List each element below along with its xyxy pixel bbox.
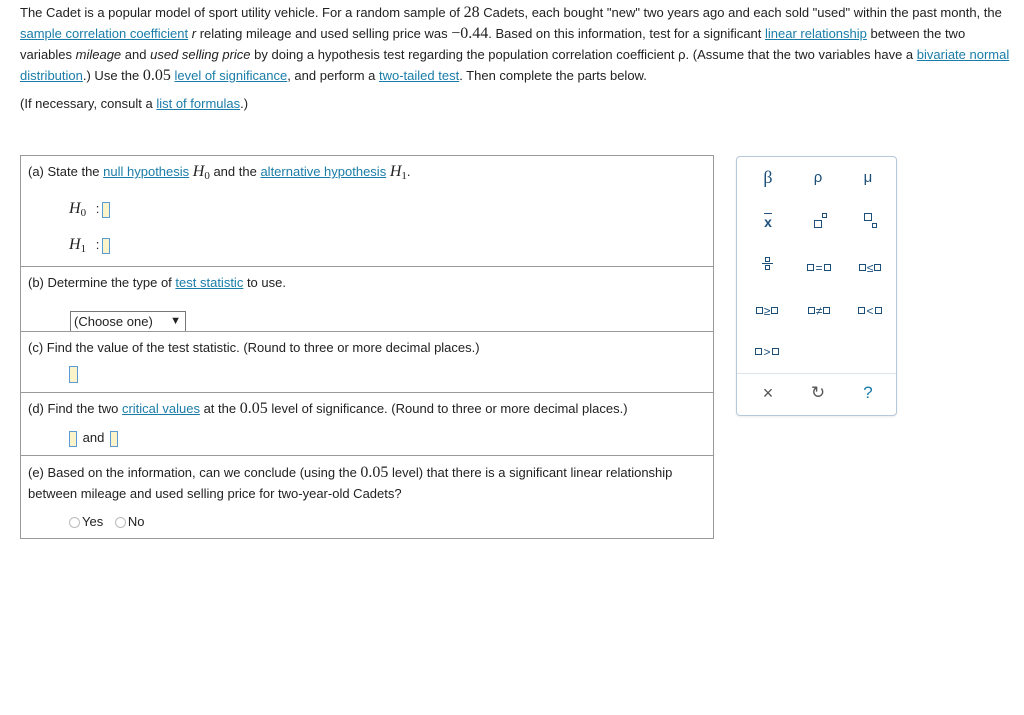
part-e <box>21 455 713 540</box>
intro-text-3: relating mileage and used selling price was <box>196 26 452 41</box>
part-d-label <box>28 400 628 418</box>
greater-equal-button[interactable] <box>747 302 787 318</box>
link-level-of-significance[interactable]: level of significance <box>174 68 288 83</box>
intro-text-11: . Then complete the parts below. <box>459 68 647 83</box>
critical-value-1-input[interactable] <box>69 431 77 447</box>
intro-text-10: , and perform a <box>287 68 379 83</box>
yes-radio[interactable] <box>69 517 80 528</box>
palette-divider <box>737 373 896 374</box>
undo-button[interactable]: ↻ <box>810 383 826 402</box>
part-d-alpha: 0.05 <box>239 400 268 417</box>
h0-letter: H <box>192 163 205 180</box>
part-b <box>21 266 713 331</box>
part-c-label: (c) Find the value of the test statistic. (Round to three or more decimal places.) <box>28 340 480 355</box>
part-d-post: level of significance. (Round to three or more decimal places.) <box>267 401 628 416</box>
link-critical-values[interactable]: critical values <box>121 401 200 416</box>
link-test-statistic[interactable]: test statistic <box>175 275 244 290</box>
intro-text-1: The Cadet is a popular model of sport utility vehicle. For a random sample of <box>20 5 464 20</box>
consult-line <box>20 93 1016 114</box>
superscript-exp-icon <box>822 213 827 218</box>
link-sample-correlation-coefficient[interactable]: sample correlation coefficient <box>20 26 189 41</box>
h0-input[interactable] <box>102 202 110 218</box>
rho-button[interactable]: ρ <box>813 169 823 186</box>
h0-symbol <box>193 163 210 180</box>
x-bar-button[interactable]: $\overline{x}$ <box>764 214 772 230</box>
h1-input[interactable] <box>102 238 110 254</box>
equals-button[interactable] <box>799 259 839 275</box>
link-null-hypothesis[interactable]: null hypothesis <box>103 164 190 179</box>
link-two-tailed-test[interactable]: two-tailed test <box>378 68 460 83</box>
part-a-pre: (a) State the <box>28 164 104 179</box>
gt-right-box-icon <box>772 348 779 355</box>
critical-values-row <box>69 430 118 447</box>
var-mileage: mileage <box>75 47 122 62</box>
part-c-answer <box>69 366 78 383</box>
h0-row-symbol <box>69 200 86 217</box>
sample-size: 28 <box>463 4 480 21</box>
part-e-label <box>28 462 698 504</box>
h1-colon: : <box>95 237 100 252</box>
ne-left-box-icon <box>808 307 815 314</box>
mu-button[interactable]: μ <box>863 169 873 186</box>
subscript-index-icon <box>872 223 877 228</box>
h0-row-subscript: 0 <box>80 207 87 219</box>
lt-sign: < <box>866 303 874 318</box>
equals-right-box-icon <box>824 264 831 271</box>
superscript-button[interactable] <box>807 213 833 233</box>
part-a-post: . <box>406 164 411 179</box>
intro-text-8: .) Use the <box>82 68 143 83</box>
help-button[interactable]: ? <box>863 383 873 402</box>
lt-right-box-icon <box>875 307 882 314</box>
fraction-button[interactable] <box>759 255 775 281</box>
no-label: No <box>127 514 145 529</box>
lt-left-box-icon <box>858 307 865 314</box>
gt-left-box-icon <box>755 348 762 355</box>
h1-row-letter: H <box>69 236 81 253</box>
ge-left-box-icon <box>756 307 763 314</box>
le-left-box-icon <box>859 264 866 271</box>
consult-post: .) <box>240 96 249 111</box>
ne-sign: ≠ <box>815 303 823 318</box>
h1-subscript: 1 <box>401 170 407 182</box>
equals-sign: = <box>815 260 823 275</box>
h1-row-subscript: 1 <box>80 243 87 255</box>
ge-right-box-icon <box>771 307 778 314</box>
part-d-mid: at the <box>199 401 240 416</box>
var-used-selling-price: used selling price <box>150 47 251 62</box>
clear-button[interactable]: × <box>762 383 774 403</box>
problem-statement <box>20 2 1016 114</box>
link-linear-relationship[interactable]: linear relationship <box>764 26 867 41</box>
h0-row <box>69 200 110 219</box>
less-equal-button[interactable] <box>850 259 890 275</box>
part-d-pre: (d) Find the two <box>28 401 122 416</box>
yes-label: Yes <box>82 514 104 529</box>
h0-subscript: 0 <box>204 170 210 182</box>
h1-letter: H <box>389 163 402 180</box>
subscript-base-icon <box>864 213 872 221</box>
part-b-pre: (b) Determine the type of <box>28 275 176 290</box>
test-statistic-input[interactable] <box>69 366 78 383</box>
problem-text <box>20 2 1016 86</box>
le-right-box-icon <box>874 264 881 271</box>
and-text: and <box>82 430 105 445</box>
le-sign: ≤ <box>866 260 874 275</box>
h0-row-letter: H <box>69 200 81 217</box>
intro-text-6: and <box>121 47 151 62</box>
greater-than-button[interactable] <box>747 343 787 359</box>
intro-text-7: by doing a hypothesis test regarding the population correlation coefficient ρ. (Assume that the two variables have a <box>250 47 917 62</box>
symbol-palette <box>736 156 897 416</box>
fraction-bar-icon <box>762 263 773 264</box>
part-c <box>21 331 713 392</box>
subscript-button[interactable] <box>857 213 883 233</box>
yes-no-options <box>69 514 144 529</box>
part-e-alpha: 0.05 <box>360 464 389 481</box>
ge-sign: ≥ <box>763 303 771 318</box>
intro-text-5: between the two variables <box>20 26 966 62</box>
ne-right-box-icon <box>823 307 830 314</box>
intro-text-4: . Based on this information, test for a significant <box>488 26 765 41</box>
part-b-label <box>28 275 286 290</box>
part-e-post: level) that there is a significant linear relationship between mileage and used selling price for two-year-old Cadets? <box>28 465 673 501</box>
superscript-base-icon <box>814 220 822 228</box>
select-value: (Choose one) <box>74 314 153 329</box>
var-r: r <box>191 26 197 41</box>
link-list-of-formulas[interactable]: list of formulas <box>156 96 241 111</box>
part-a <box>21 156 713 266</box>
alpha-value: 0.05 <box>142 67 171 84</box>
question-box <box>20 155 714 539</box>
consult-pre: (If necessary, consult a <box>20 96 157 111</box>
part-a-mid: and the <box>209 164 261 179</box>
beta-button[interactable]: β <box>763 167 773 187</box>
fraction-denominator-icon <box>765 265 770 270</box>
fraction-numerator-icon <box>765 257 770 262</box>
part-b-post: to use. <box>243 275 286 290</box>
part-a-label <box>28 163 411 182</box>
link-alternative-hypothesis[interactable]: alternative hypothesis <box>260 164 387 179</box>
link-bivariate-normal[interactable]: bivariate normal distribution <box>20 47 1010 83</box>
intro-text-2: Cadets, each bought "new" two years ago and each sold "used" within the past month, the <box>479 5 1002 20</box>
h1-symbol <box>390 163 407 180</box>
less-than-button[interactable] <box>850 302 890 318</box>
dropdown-arrow-icon: ▼ <box>170 315 181 327</box>
h1-row-symbol <box>69 236 86 253</box>
critical-value-2-input[interactable] <box>110 431 118 447</box>
part-e-pre: (e) Based on the information, can we conclude (using the <box>28 465 361 480</box>
r-value: −0.44 <box>451 25 489 42</box>
test-statistic-select[interactable] <box>70 311 186 332</box>
gt-sign: > <box>763 344 771 359</box>
part-d <box>21 392 713 455</box>
h1-row <box>69 236 110 255</box>
no-radio[interactable] <box>115 517 126 528</box>
equals-left-box-icon <box>807 264 814 271</box>
h0-colon: : <box>95 201 100 216</box>
not-equal-button[interactable] <box>799 302 839 318</box>
